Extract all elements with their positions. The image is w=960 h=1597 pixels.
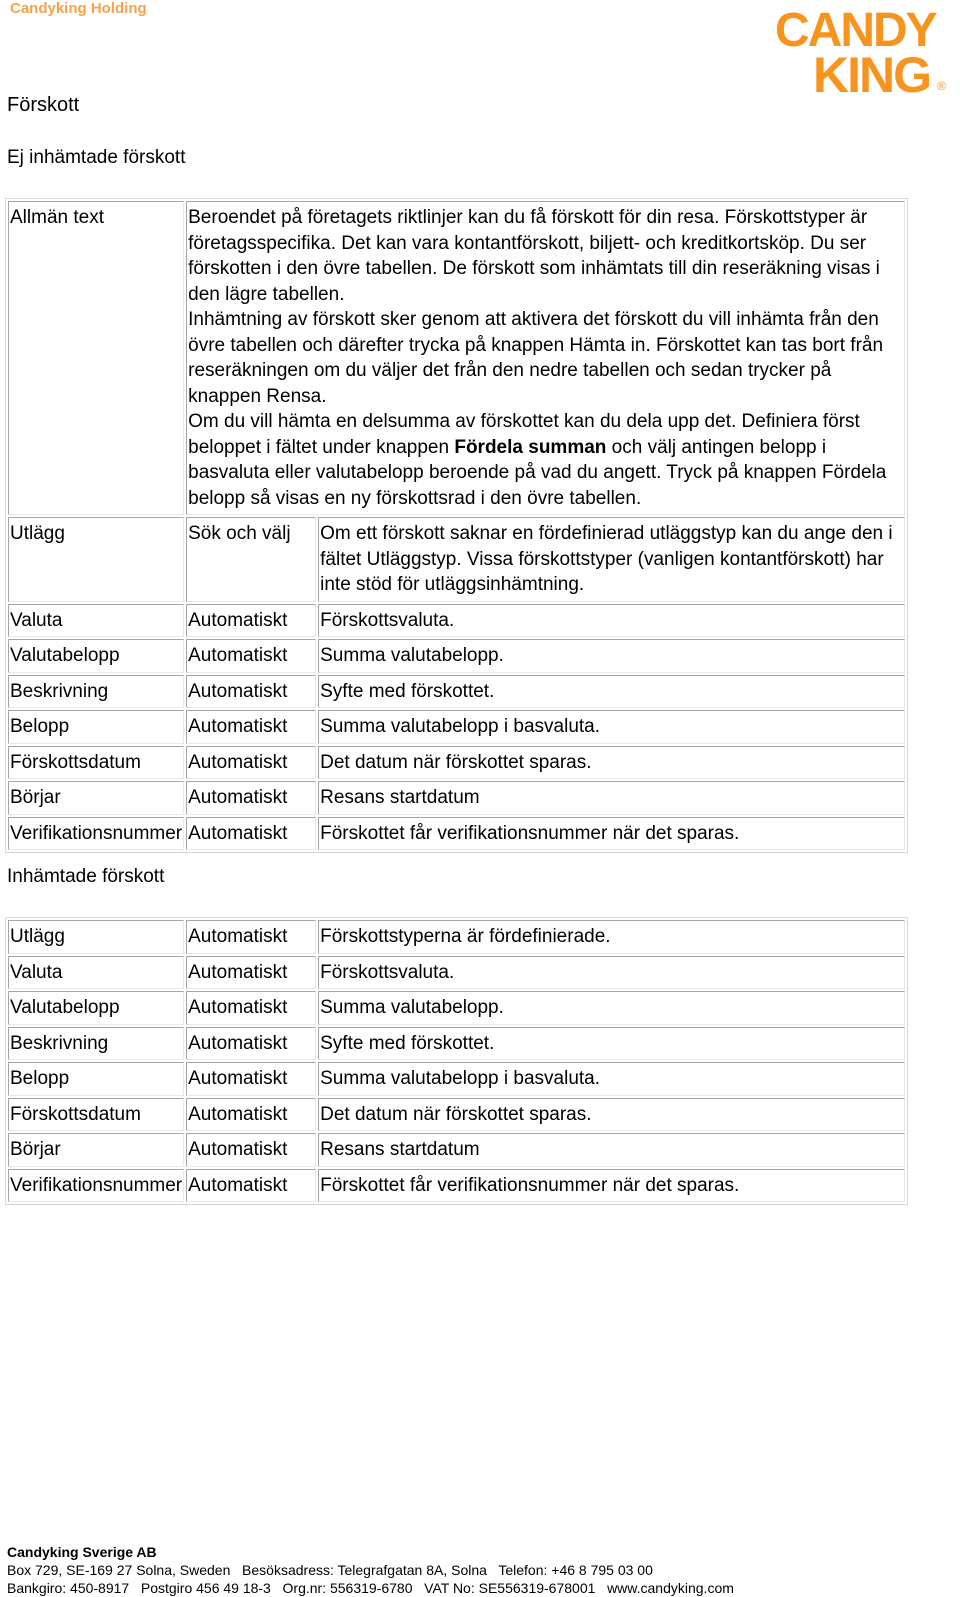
field-description: Summa valutabelopp i basvaluta. [318,710,905,744]
field-mode: Automatiskt [186,781,316,815]
field-label: Valutabelopp [8,991,184,1025]
field-description: Resans startdatum [318,1133,905,1167]
field-mode: Automatiskt [186,1169,316,1203]
field-label: Allmän text [8,201,184,515]
field-label: Förskottsdatum [8,1098,184,1132]
field-description: Syfte med förskottet. [318,1027,905,1061]
company-header: Candyking Holding [10,0,147,17]
field-label: Valutabelopp [8,639,184,673]
field-label: Verifikationsnummer [8,1169,184,1203]
footer-bank-details: Bankgiro: 450-8917 Postgiro 456 49 18-3 Org.nr: 556319-6780 VAT No: SE556319-678001 www.candyking.com [7,1580,734,1596]
field-mode: Automatiskt [186,991,316,1025]
table-row [8,675,905,709]
footer [7,1543,734,1597]
table-row [8,1062,905,1096]
general-paragraph: Om du vill hämta en delsumma av förskottet kan du dela upp det. Definiera först beloppet i fältet under knappen Fördela summan och välj antingen belopp i basvaluta eller valutabelopp beroende på vad du angett. Tryck på knappen Fördela belopp så visas en ny förskottsrad i den övre tabellen. [188,411,887,509]
table-row [8,1098,905,1132]
field-label: Belopp [8,710,184,744]
field-label: Utlägg [8,920,184,954]
field-mode: Sök och välj [186,517,316,602]
table-row [8,746,905,780]
field-description: Om ett förskott saknar en fördefinierad utläggstyp kan du ange den i fältet Utläggstyp. Vissa förskottstyper (vanligen kontantförskott) har inte stöd för utläggsinhämtning. [318,517,905,602]
field-label: Valuta [8,604,184,638]
table-row [8,817,905,851]
field-label: Beskrivning [8,1027,184,1061]
table-row [8,639,905,673]
field-label: Verifikationsnummer [8,817,184,851]
field-description: Syfte med förskottet. [318,675,905,709]
field-description: Förskottsvaluta. [318,956,905,990]
field-description: Förskottstyperna är fördefinierade. [318,920,905,954]
general-text-cell [186,201,905,515]
footer-company: Candyking Sverige AB [7,1544,157,1560]
field-description: Summa valutabelopp. [318,991,905,1025]
field-description: Det datum när förskottet sparas. [318,1098,905,1132]
field-mode: Automatiskt [186,675,316,709]
general-paragraph: Inhämtning av förskott sker genom att aktivera det förskott du vill inhämta från den övre tabellen och därefter trycka på knappen Hämta in. Förskottet kan tas bort från reseräkningen om du väljer det från den nedre tabellen och sedan trycker på knappen Rensa. [188,309,884,407]
table-row [8,1027,905,1061]
table-row-general-text [8,201,905,515]
svg-text:®: ® [937,79,946,93]
table-row [8,710,905,744]
field-label: Belopp [8,1062,184,1096]
section-title-retrieved: Inhämtade förskott [7,866,165,887]
field-mode: Automatiskt [186,1133,316,1167]
field-mode: Automatiskt [186,1098,316,1132]
field-description: Förskottet får verifikationsnummer när det sparas. [318,1169,905,1203]
candyking-logo [775,2,955,96]
field-mode: Automatiskt [186,956,316,990]
retrieved-advances-table [5,917,908,1205]
field-description: Förskottet får verifikationsnummer när det sparas. [318,817,905,851]
table-row [8,991,905,1025]
not-retrieved-advances-table [5,198,908,853]
field-mode: Automatiskt [186,604,316,638]
field-description: Summa valutabelopp i basvaluta. [318,1062,905,1096]
field-mode: Automatiskt [186,710,316,744]
table-row [8,956,905,990]
general-paragraph: Beroendet på företagets riktlinjer kan du få förskott för din resa. Förskottstyper är företagsspecifika. Det kan vara kontantförskott, biljett- och kreditkortsköp. Du ser förskotten i den övre tabellen. De förskott som inhämtats till din reseräkning visas i den lägre tabellen. [188,207,880,305]
field-description: Resans startdatum [318,781,905,815]
field-label: Börjar [8,1133,184,1167]
section-title-not-retrieved: Ej inhämtade förskott [7,147,186,168]
field-label: Utlägg [8,517,184,602]
field-label: Förskottsdatum [8,746,184,780]
field-mode: Automatiskt [186,639,316,673]
page-title: Förskott [7,94,80,116]
svg-text:CANDY: CANDY [775,4,936,57]
table-row [8,1133,905,1167]
field-label: Börjar [8,781,184,815]
field-description: Förskottsvaluta. [318,604,905,638]
field-label: Valuta [8,956,184,990]
field-mode: Automatiskt [186,920,316,954]
field-description: Summa valutabelopp. [318,639,905,673]
field-mode: Automatiskt [186,1062,316,1096]
table-row [8,781,905,815]
field-label: Beskrivning [8,675,184,709]
field-mode: Automatiskt [186,746,316,780]
split-amount-button-name: Fördela summan [454,436,607,458]
field-mode: Automatiskt [186,817,316,851]
table-row [8,517,905,602]
field-mode: Automatiskt [186,1027,316,1061]
field-description: Det datum när förskottet sparas. [318,746,905,780]
svg-text:KING: KING [813,47,930,96]
table-row [8,604,905,638]
table-row [8,1169,905,1203]
footer-address: Box 729, SE-169 27 Solna, Sweden Besöksadress: Telegrafgatan 8A, Solna Telefon: +46 8 795 03 00 [7,1562,653,1578]
table-row [8,920,905,954]
